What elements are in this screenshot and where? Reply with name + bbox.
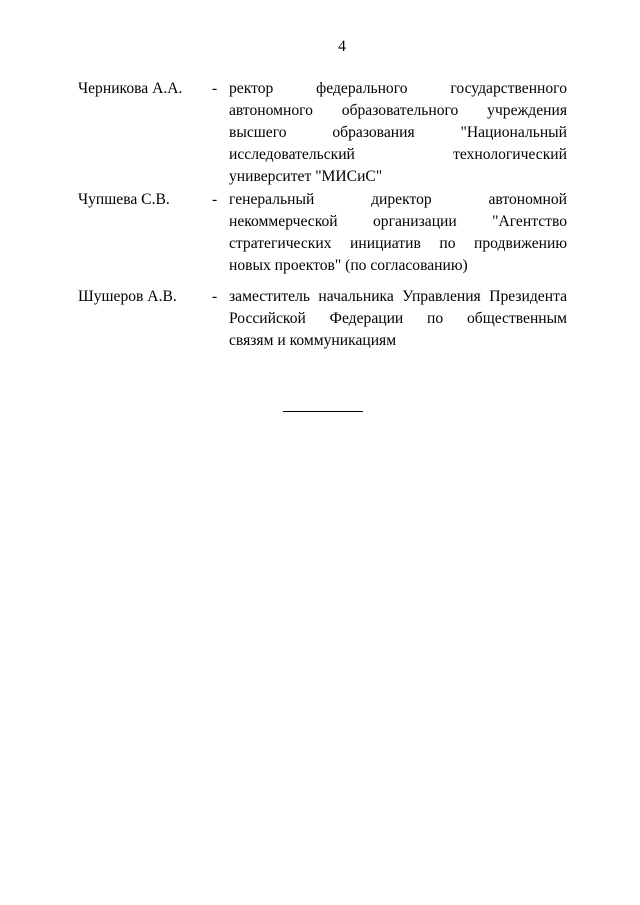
member-name: Шушеров А.В. [78, 288, 177, 305]
position-line: заместитель начальника Управления Президента [229, 288, 567, 305]
position-line: генеральный директор автономной [229, 191, 567, 208]
dash: - [212, 288, 218, 305]
page-number: 4 [338, 38, 346, 55]
position-line: Российской Федерации по общественным [229, 310, 567, 327]
member-position [229, 286, 567, 352]
member-position [229, 78, 567, 188]
member-position [229, 189, 567, 277]
position-line: высшего образования "Национальный [229, 124, 567, 141]
position-line: ректор федерального государственного [229, 80, 567, 97]
dash: - [212, 191, 218, 208]
position-line: стратегических инициатив по продвижению [229, 235, 567, 252]
position-line: университет "МИСиС" [229, 168, 383, 185]
position-line: исследовательский технологический [229, 146, 567, 163]
position-line: новых проектов" (по согласованию) [229, 257, 468, 274]
position-line: некоммерческой организации "Агентство [229, 213, 567, 230]
position-line: связям и коммуникациям [229, 332, 397, 349]
member-name: Черникова А.А. [78, 80, 183, 97]
member-name: Чупшева С.В. [78, 191, 170, 208]
dash: - [212, 80, 218, 97]
closing-divider [283, 411, 363, 412]
position-line: автономного образовательного учреждения [229, 102, 567, 119]
